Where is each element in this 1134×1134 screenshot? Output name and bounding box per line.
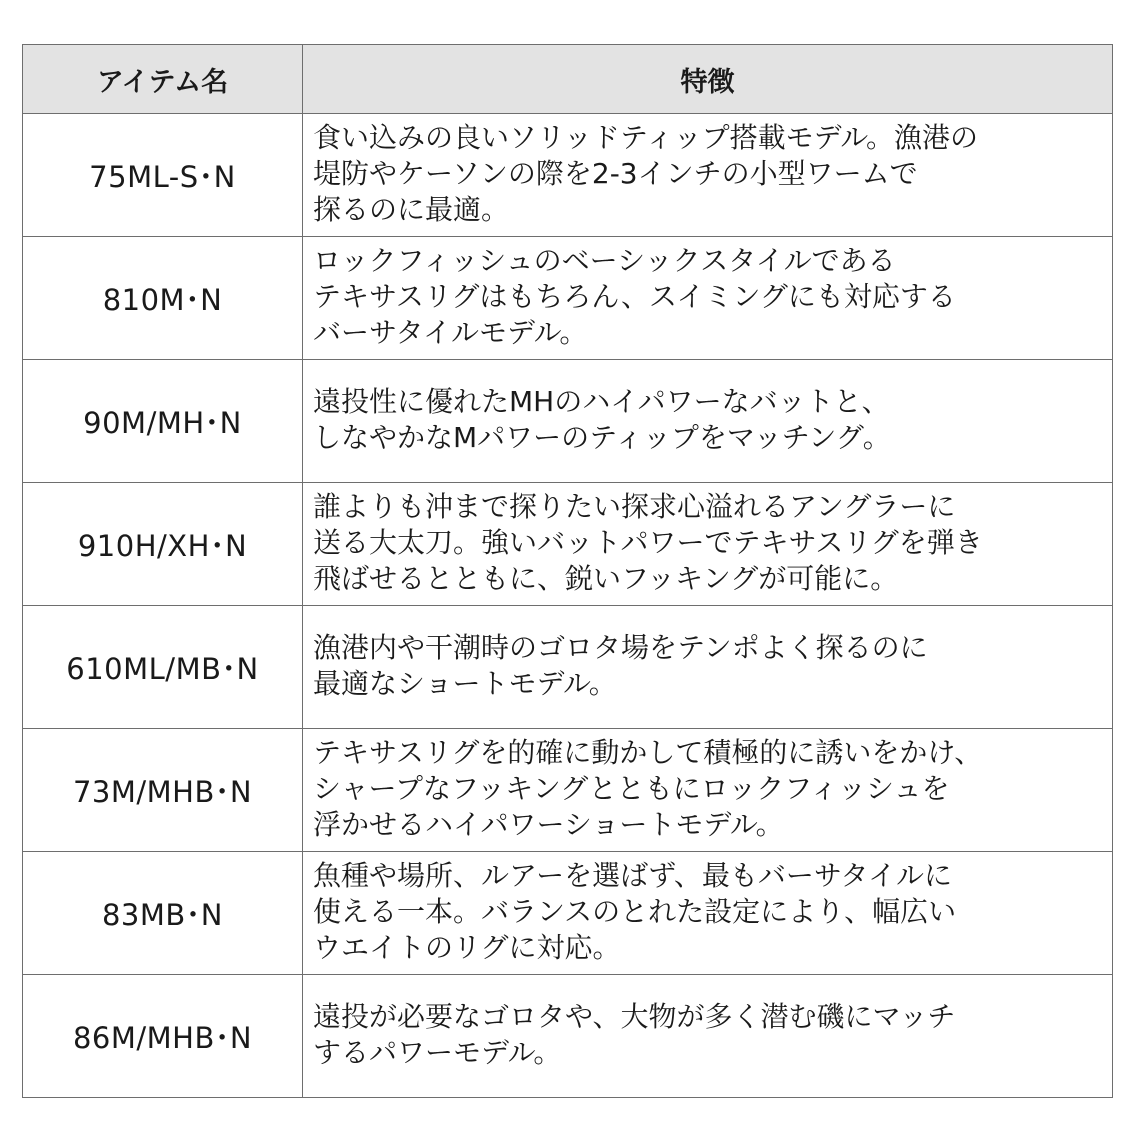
item-name-cell: 83MB･N [23, 852, 303, 975]
feature-line: 飛ばせるとともに、鋭いフッキングが可能に。 [313, 562, 899, 595]
feature-line: 使える一本。バランスのとれた設定により、幅広い [313, 895, 957, 928]
feature-line: 浮かせるハイパワーショートモデル。 [313, 808, 784, 841]
feature-line: テキサスリグを的確に動かして積極的に誘いをかけ、 [313, 736, 983, 769]
header-features: 特徴 [303, 45, 1113, 114]
features-cell [303, 114, 1113, 237]
item-name-cell: 73M/MHB･N [23, 729, 303, 852]
feature-line: 遠投性に優れたMHのハイパワーなバットと、 [313, 385, 890, 418]
table-row [23, 237, 1113, 360]
feature-line: 最適なショートモデル。 [313, 667, 617, 700]
table-row [23, 975, 1113, 1098]
table-row [23, 852, 1113, 975]
header-item-name: アイテム名 [23, 45, 303, 114]
feature-line: 堤防やケーソンの際を2-3インチの小型ワームで [313, 157, 918, 190]
item-name-cell: 90M/MH･N [23, 360, 303, 483]
features-cell [303, 483, 1113, 606]
feature-line: 魚種や場所、ルアーを選ばず、最もバーサタイルに [313, 859, 952, 892]
item-name-cell: 610ML/MB･N [23, 606, 303, 729]
item-name-cell: 86M/MHB･N [23, 975, 303, 1098]
feature-line: シャープなフッキングとともにロックフィッシュを [313, 772, 950, 805]
feature-line: ロックフィッシュのベーシックスタイルである [313, 244, 896, 277]
table-row [23, 360, 1113, 483]
item-name-cell: 910H/XH･N [23, 483, 303, 606]
feature-line: 誰よりも沖まで探りたい探求心溢れるアングラーに [313, 490, 956, 523]
feature-line: 探るのに最適。 [313, 193, 510, 226]
feature-line: 送る大太刀。強いバットパワーでテキサスリグを弾き [313, 526, 983, 559]
feature-line: しなやかなMパワーのティップをマッチング。 [313, 421, 891, 454]
features-cell [303, 975, 1113, 1098]
feature-line: 遠投が必要なゴロタや、大物が多く潜む磯にマッチ [313, 1000, 956, 1033]
feature-line: 漁港内や干潮時のゴロタ場をテンポよく探るのに [313, 631, 928, 664]
feature-line: するパワーモデル。 [313, 1036, 562, 1069]
spec-table [22, 44, 1113, 1098]
table-row [23, 483, 1113, 606]
features-cell [303, 852, 1113, 975]
features-cell [303, 237, 1113, 360]
feature-line: テキサスリグはもちろん、スイミングにも対応する [313, 280, 956, 313]
item-name-cell: 810M･N [23, 237, 303, 360]
table-row [23, 729, 1113, 852]
feature-line: 食い込みの良いソリッドティップ搭載モデル。漁港の [313, 121, 979, 154]
feature-line: バーサタイルモデル。 [313, 316, 588, 349]
header-row [23, 45, 1113, 114]
table-row [23, 606, 1113, 729]
item-name-cell: 75ML-S･N [23, 114, 303, 237]
table-row [23, 114, 1113, 237]
features-cell [303, 360, 1113, 483]
features-cell [303, 729, 1113, 852]
features-cell [303, 606, 1113, 729]
feature-line: ウエイトのリグに対応。 [313, 931, 621, 964]
